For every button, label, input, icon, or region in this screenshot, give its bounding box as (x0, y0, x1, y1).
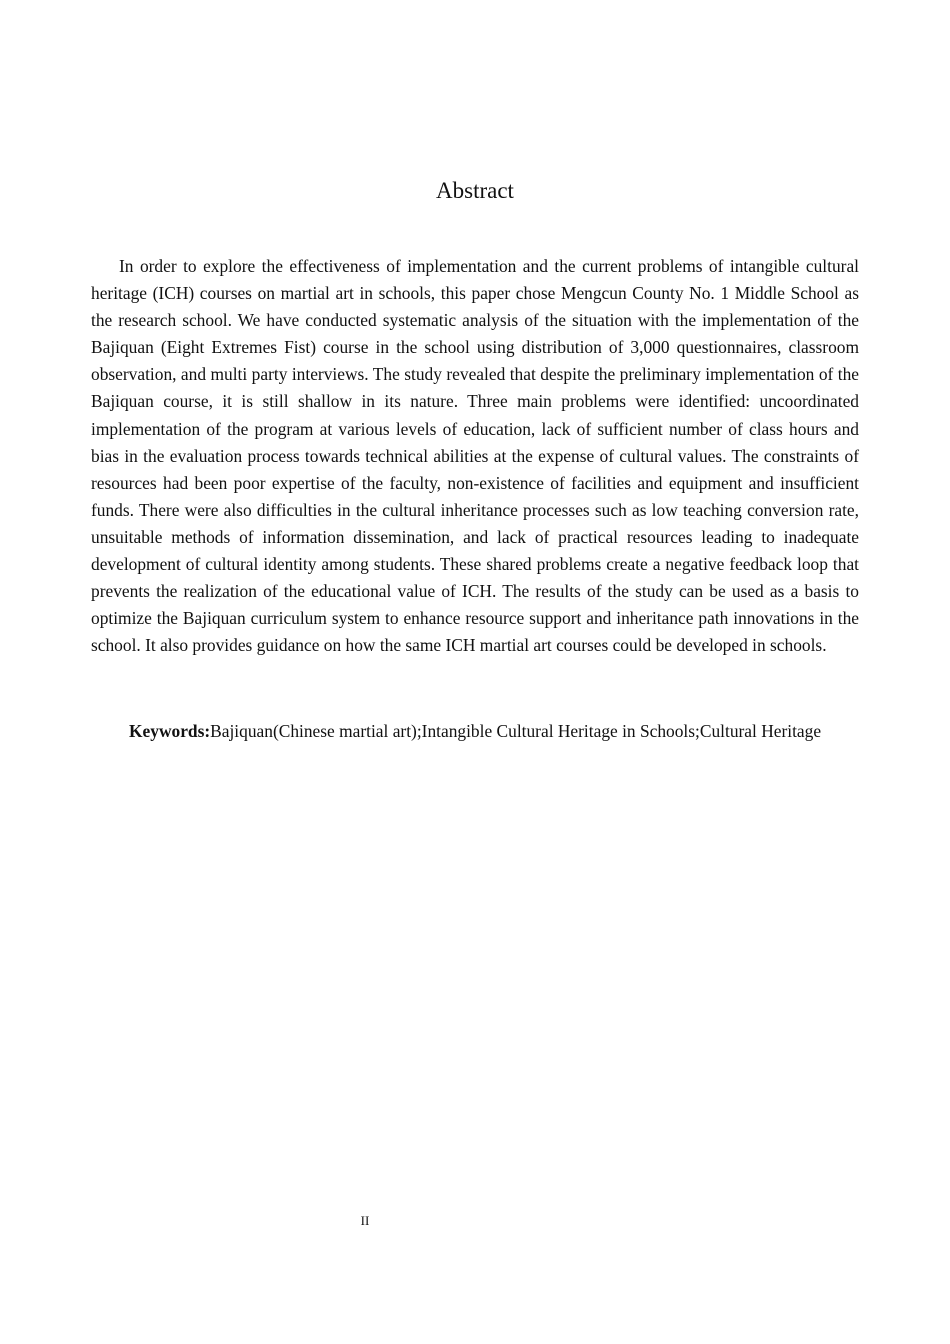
keywords-value: Bajiquan(Chinese martial art);Intangible Cultural Heritage in Schools;Cultural Heritage (210, 721, 822, 741)
keywords-paragraph (91, 716, 859, 748)
abstract-title: Abstract (436, 178, 514, 203)
page-number: II (360, 1213, 370, 1228)
keywords-label: Keywords: (129, 721, 211, 741)
abstract-paragraph: In order to explore the effectiveness of implementation and the current problems of intangible cultural heritage (ICH) courses on martial art in schools, this paper chose Mengcun County No. 1 Middle School as the research school. We have conducted systematic analysis of the situation with the implementation of the Bajiquan (Eight Extremes Fist) course in the school using distribution of 3,000 questionnaires, classroom observation, and multi party interviews. The study revealed that despite the preliminary implementation of the Bajiquan course, it is still shallow in its nature. Three main problems were identified: uncoordinated implementation of the program at various levels of education, lack of sufficient number of class hours and bias in the evaluation process towards technical abilities at the expense of cultural values. The constraints of resources had been poor expertise of the faculty, non-existence of facilities and equipment and insufficient funds. There were also difficulties in the cultural inheritance processes such as low teaching conversion rate, unsuitable methods of information dissemination, and lack of practical resources leading to inadequate development of cultural identity among students. These shared problems create a negative feedback loop that prevents the realization of the educational value of ICH. The results of the study can be used as a basis to optimize the Bajiquan curriculum system to enhance resource support and inheritance path innovations in the school. It also provides guidance on how the same ICH martial art courses could be developed in schools. (91, 256, 859, 656)
